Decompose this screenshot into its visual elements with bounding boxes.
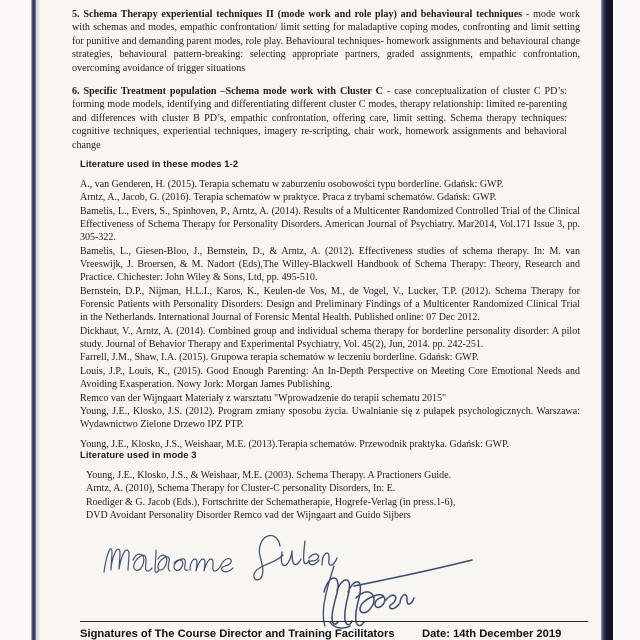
reference-item: A., van Genderen, H. (2015). Terapia schematu w zaburzeniu osobowości typu borderline. Gdańsk: GWP. xyxy=(80,179,504,190)
reference-item: Bamelis, L., Giesen-Bloo, J., Bernstein, D., & Arntz, A. (2012). Effectiveness studies of schema therapy. In: M. van Vreeswijk, J. Broersen, & M. Nadort (Eds),The Willey-Blackwell Handbook of Schema Therapy: Theory, Research and Practice. Chichester: John Wiley & Sons, Ltd, pp. 495-510. xyxy=(80,245,580,284)
section-5-body: - mode work with schemas and modes, empathic confrontation/ limit setting for maladaptive coping modes, confronting and limit setting for punitive and demanding parent modes, role play. Behavioural techniques- homework assignments and behavioural change strategies, behavioural pattern-breaking: selecting appropriate partners, graded assignments, empathic confrontation, overcoming avoidance of trigger situations xyxy=(72,9,580,74)
reference-item: Dickhaut, V., Arntz, A. (2014). Combined group and individual schema therapy for borderline personality disorder: A pilot study. Journal of Behavior Therapy and Experimental Psychiatry, Vol. 45(2), Jun, 2014. pp. 242-251. xyxy=(80,325,580,351)
reference-item: Young, J.E., Klosko, J.S. (2012). Program zmiany sposobu życia. Uwalnianie się z pułapek psychologicznych. Warszawa: Wydawnictwo Zielone Drzewo IPZ PTP. xyxy=(80,405,580,431)
reference-item: Young, J.E., Klosko, J.S., & Weishaar, M.E. (2003). Schema Therapy. A Practioners Guide. xyxy=(86,470,452,481)
reference-item: Remco van der Wijngaart Materiały z warsztatu "Wprowadzenie do terapii schematu 2015" xyxy=(80,392,447,404)
reference-list-modes-1-2 xyxy=(80,178,580,451)
reference-item: Louis, J.P., Louis, K., (2015). Good Enough Parenting: An In-Depth Perspective on Meeting Core Emotional Needs and Avoiding Exasperation. Nowy Jork: Morgan James Publishing. xyxy=(80,365,580,391)
footer-divider xyxy=(80,621,588,622)
reference-item: Farrell, J.M., Shaw, I.A. (2015). Grupowa terapia schematów w leczeniu borderline. Gdańsk: GWP. xyxy=(80,352,479,364)
section-6-paragraph xyxy=(72,85,567,152)
footer-signature-caption: Signatures of The Course Director and Training Facilitators xyxy=(80,628,395,640)
section-6-heading: Specific Treatment population –Schema mode work with Cluster C xyxy=(83,86,383,97)
page-right-margin xyxy=(613,0,640,640)
section-6-body: - case conceptualization of cluster C PD’s: forming mode models, identifying and differentiating different cluster C modes, therapy relationship: limited re-parenting and differences with cluster B PD’s, empathic confrontation, offering care, limit setting. Schema therapy techniques: cognitive techniques, experiential techniques, imagery re-scripting, chair work, homework assignments and behavioral change xyxy=(72,86,567,151)
section-5-number: 5. xyxy=(72,9,80,20)
section-5-paragraph xyxy=(72,8,580,75)
footer-date: Date: 14th December 2019 xyxy=(422,628,562,640)
literature-heading-mode-3: Literature used in mode 3 xyxy=(80,449,197,460)
signature-magdalene xyxy=(100,538,260,582)
literature-heading-modes-1-2: Literature used in these modes 1-2 xyxy=(80,158,239,169)
signature-third xyxy=(294,556,534,634)
reference-item: Roediger & G. Jacob (Eds.), Fortschritte der Schematherapie, Hogrefe-Verlag (in press.1-6), xyxy=(86,496,456,508)
reference-item: Arntz, A. (2010), Schema Therapy for Cluster-C personality Disorders, In: E. xyxy=(86,483,396,495)
section-6-number: 6. xyxy=(72,86,80,97)
reference-item: Bamelis, L., Evers, S., Spinhoven, P., Arntz, A. (2014). Results of a Multicenter Randomized Controlled Trial of the Clinical Effectiveness of Schema Therapy for Personality Disorders. American Journal of Psychiatry. Mar2014, Vol.171 Issue 3, pp. 305-322. xyxy=(80,205,580,244)
reference-item: Arntz, A., Jacob, G. (2016). Terapia schematów w praktyce. Praca z trybami schematów. Gdańsk: GWP. xyxy=(80,192,497,204)
section-5-heading: Schema Therapy experiential techniques II (mode work and role play) and behavioural techniques xyxy=(83,9,523,20)
reference-item: DVD Avoidant Personality Disorder Remco vad der Wijngaart and Guido Sijbers xyxy=(86,510,411,522)
reference-list-mode-3 xyxy=(86,469,556,522)
binding-shadow-left xyxy=(36,0,40,640)
reference-item: Bernstein, D.P., Nijman, H.L.I., Karos, K., Keulen-de Vos, M., de Vogel, V., Lucker, T.P. (2012). Schema Therapy for Forensic Patients with Personality Disorders: Design and Preliminary Findings of a Multicenter Randomized Clinical Trial in the Netherlands. International Journal of Forensic Mental Health. Published online: 07 Dec 2012. xyxy=(80,285,580,324)
reference-item: Young, J.E., Klosko, J.S., Weishaar, M.E. (2013).Terapia schematów. Przewodnik praktyka. Gdańsk: GWP. xyxy=(80,438,509,450)
page-left-margin xyxy=(0,0,31,640)
document-content xyxy=(72,0,582,640)
